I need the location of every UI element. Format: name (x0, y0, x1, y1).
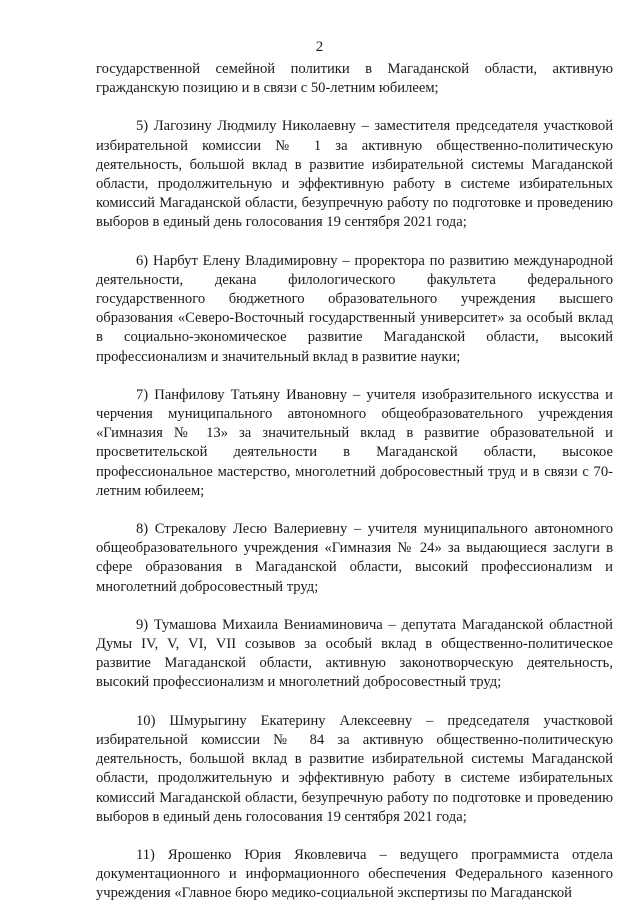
paragraph-continuation: государственной семейной политики в Магаданской области, активную гражданскую позицию и в связи с 50-летним юбилеем; (96, 61, 613, 97)
paragraph-item-9: 9) Тумашова Михаила Вениаминовича – депутата Магаданской областной Думы IV, V, VI, VII созывов за особый вклад в общественно-политическое развитие Магаданской области, активную законотворческую деятельность, высокий профессионализм и многолетний добросовестный труд; (96, 616, 613, 691)
paragraph-item-5: 5) Лагозину Людмилу Николаевну – заместителя председателя участковой избирательной комиссии № 1 за активную общественно-политическую деятельность, большой вклад в развитие избирательной системы Магаданской области, продолжительную и эффективную работу в системе избирательных комиссий Магаданской области, безупречную работу по подготовке и проведению выборов в единый день голосования 19 сентября 2021 года; (96, 118, 613, 231)
paragraph-item-10: 10) Шмурыгину Екатерину Алексеевну – председателя участковой избирательной комиссии № 84 за активную общественно-политическую деятельность, большой вклад в развитие избирательной системы Магаданской области, продолжительную и эффективную работу в системе избирательных комиссий Магаданской области, безупречную работу по подготовке и проведению выборов в единый день голосования 19 сентября 2021 года; (96, 712, 613, 825)
paragraph-item-11: 11) Ярошенко Юрия Яковлевича – ведущего программиста отдела документационного и информационного обеспечения Федерального казенного учреждения «Главное бюро медико-социальной экспертизы по Магаданской (96, 846, 613, 902)
paragraph-item-7: 7) Панфилову Татьяну Ивановну – учителя изобразительного искусства и черчения муниципального автономного общеобразовательного учреждения «Гимназия № 13» за значительный вклад в развитие образовательной и просветительской деятельности в Магаданской области, высокое профессиональное мастерство, многолетний добросовестный труд и в связи с 70-летним юбилеем; (96, 386, 613, 499)
document-body (96, 60, 613, 923)
paragraph-item-8: 8) Стрекалову Лесю Валериевну – учителя муниципального автономного общеобразовательного учреждения «Гимназия № 24» за выдающиеся заслуги в сфере образования в Магаданской области, высокий профессионализм и многолетний добросовестный труд; (96, 521, 613, 595)
paragraph-item-6: 6) Нарбут Елену Владимировну – проректора по развитию международной деятельности, декана филологического факультета федерального государственного бюджетного образовательного учреждения высшего образования «Северо-Восточный государственный университет» за особый вклад в социально-экономическое развитие Магаданской области, высокий профессионализм и значительный вклад в развитие науки; (96, 252, 613, 365)
page-number: 2 (315, 39, 324, 55)
